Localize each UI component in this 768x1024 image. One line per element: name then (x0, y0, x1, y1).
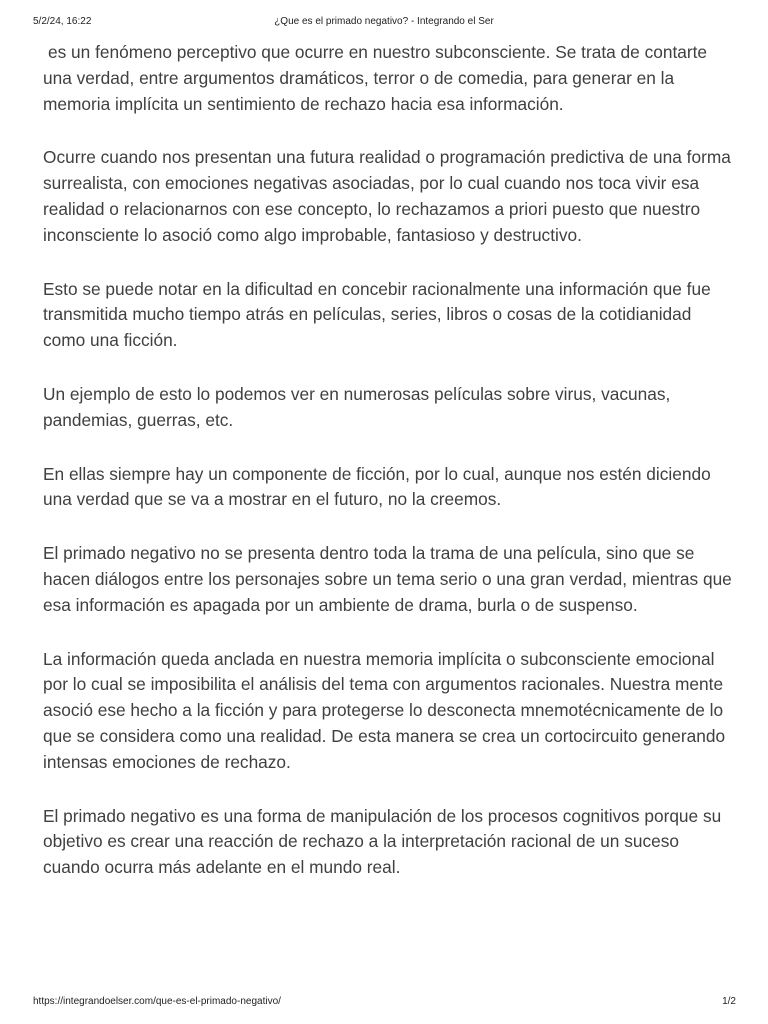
paragraph-2: Ocurre cuando nos presentan una futura realidad o programación predictiva de una forma surrealista, con emociones negativas asociadas, por lo cual cuando nos toca vivir esa realidad o relacionarnos con ese concepto, lo rechazamos a priori puesto que nuestro inconsciente lo asoció como algo improbable, fantasioso y destructivo. (43, 147, 731, 245)
paragraph-7: La información queda anclada en nuestra memoria implícita o subconsciente emocional por lo cual se imposibilita el análisis del tema con argumentos racionales. Nuestra mente asoció ese hecho a la ficción y para protegerse lo desconecta mnemotécnicamente de lo que se considera como una realidad. De esta manera se crea un cortocircuito generando intensas emociones de rechazo. (43, 648, 726, 772)
paragraph-3: Esto se puede notar en la dificultad en concebir racionalmente una información que fue transmitida mucho tiempo atrás en películas, series, libros o cosas de la cotidianidad como una ficción. (43, 278, 711, 351)
page-number: 1/2 (722, 996, 736, 1007)
print-header (33, 16, 735, 30)
article-body (43, 40, 733, 909)
paragraph-4: Un ejemplo de esto lo podemos ver en numerosas películas sobre virus, vacunas, pandemias, guerras, etc. (43, 383, 671, 430)
paragraph-8: El primado negativo es una forma de manipulación de los procesos cognitivos porque su objetivo es crear una reacción de rechazo a la interpretación racional de un suceso cuando ocurra más adelante en el mundo real. (43, 805, 722, 878)
paragraph-6: El primado negativo no se presenta dentro toda la trama de una película, sino que se hacen diálogos entre los personajes sobre un tema serio o una gran verdad, mientras que esa información es apagada por un ambiente de drama, burla o de suspenso. (43, 543, 732, 615)
page-url[interactable]: https://integrandoelser.com/que-es-el-primado-negativo/ (33, 996, 281, 1007)
print-footer (33, 996, 736, 1010)
paragraph-1: es un fenómeno perceptivo que ocurre en nuestro subconsciente. Se trata de contarte una verdad, entre argumentos dramáticos, terror o de comedia, para generar en la memoria implícita un sentimiento de rechazo hacia esa información. (43, 42, 708, 114)
page-title: ¿Que es el primado negativo? - Integrando el Ser (274, 16, 494, 27)
print-date: 5/2/24, 16:22 (33, 16, 92, 27)
paragraph-5: En ellas siempre hay un componente de ficción, por lo cual, aunque nos estén diciendo una verdad que se va a mostrar en el futuro, no la creemos. (43, 463, 711, 510)
